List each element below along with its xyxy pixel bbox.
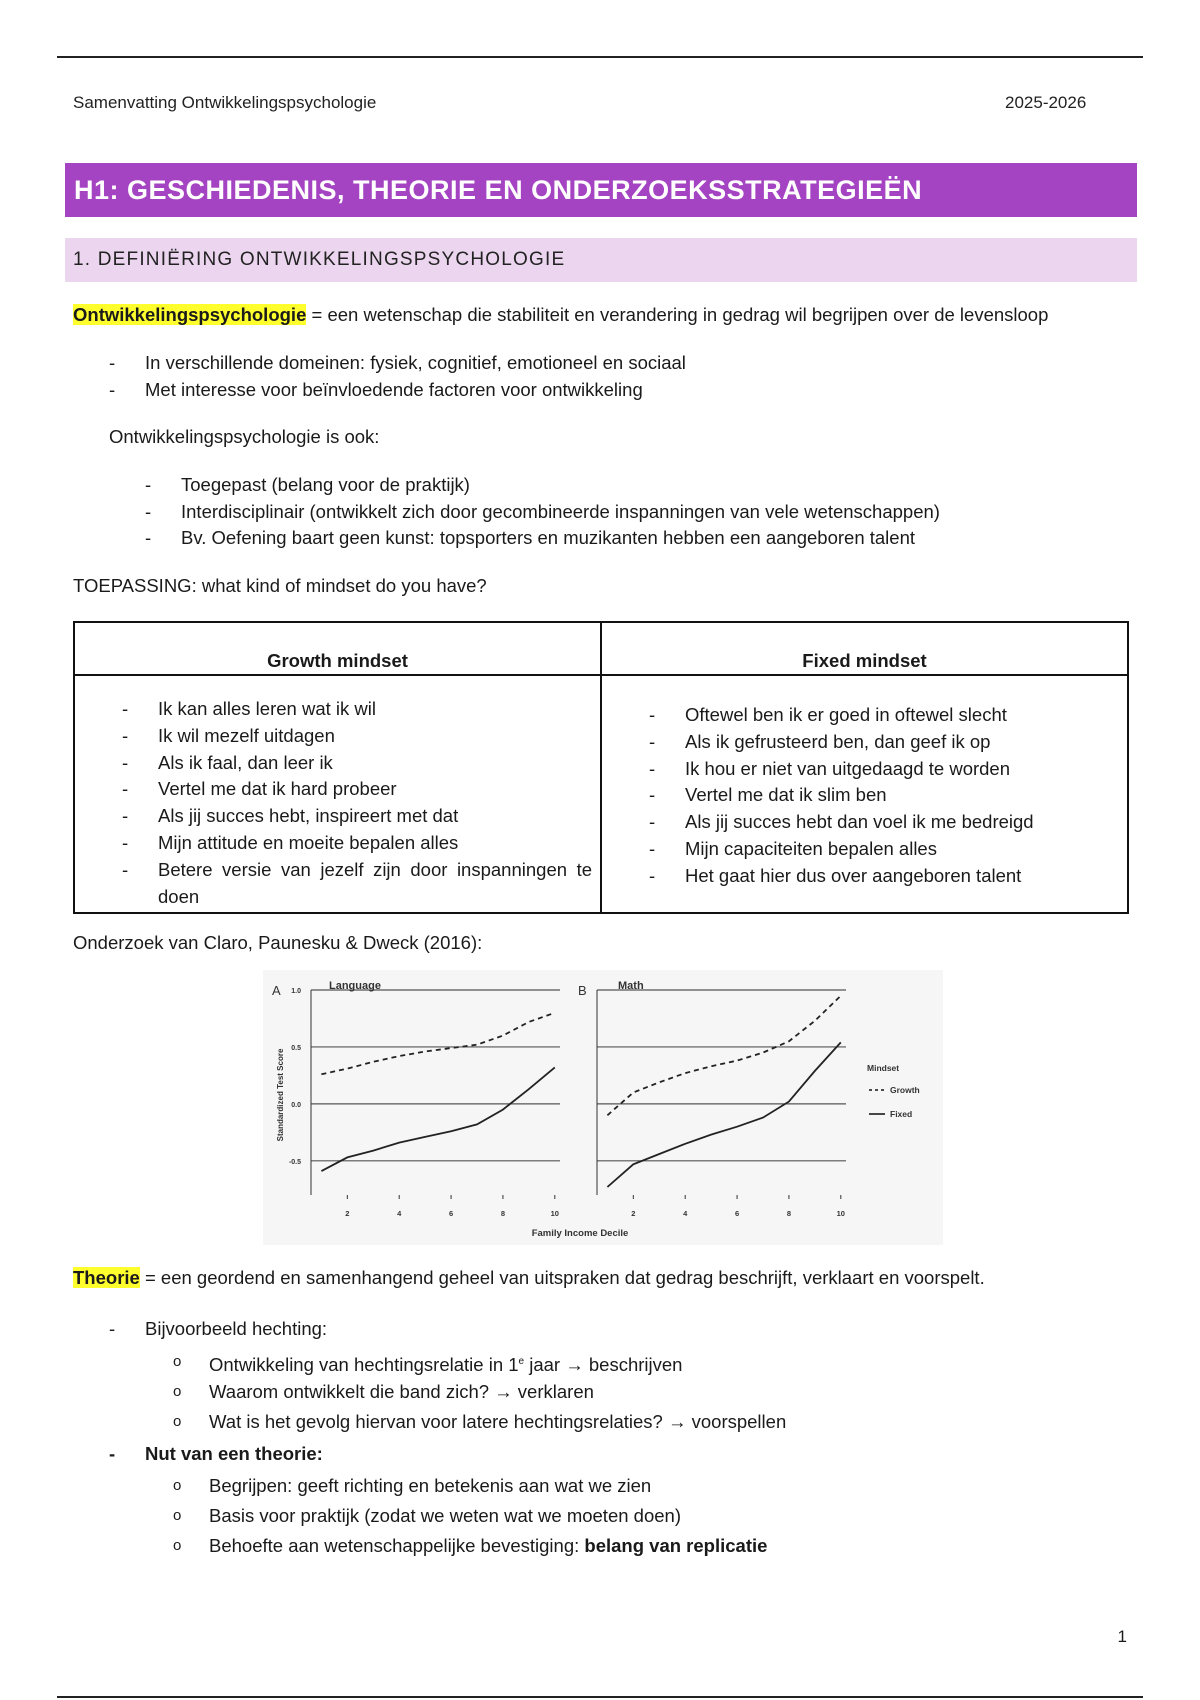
toepassing-line: TOEPASSING: what kind of mindset do you have? — [73, 575, 487, 596]
x-tick-label: 10 — [550, 1209, 559, 1218]
list-item: - Toegepast (belang voor de praktijk) — [181, 472, 940, 499]
list-item: - Mijn attitude en moeite bepalen alles — [158, 830, 592, 857]
list-item: - Met interesse voor beïnvloedende factoren voor ontwikkeling — [145, 377, 686, 404]
list-item: o Basis voor praktijk (zodat we weten wat we moeten doen) — [209, 1501, 767, 1531]
x-tick-label: 6 — [734, 1209, 740, 1218]
list-item: - Als jij succes hebt dan voel ik me bedreigd — [685, 809, 1119, 836]
header-right: 2025-2026 — [1005, 93, 1087, 112]
list-item: o Waarom ontwikkelt die band zich? → verklaren — [209, 1377, 786, 1407]
y-axis-label: Standardized Test Score — [276, 1048, 285, 1142]
x-tick-label: 10 — [836, 1209, 845, 1218]
example-list — [209, 1347, 786, 1437]
list-item: - Als ik gefrusteerd ben, dan geef ik op — [685, 729, 1119, 756]
list-item: - Vertel me dat ik slim ben — [685, 782, 1119, 809]
list-item: o Begrijpen: geeft richting en betekenis aan wat we zien — [209, 1471, 767, 1501]
header-rule — [57, 56, 1143, 58]
list-item: - Ik wil mezelf uitdagen — [158, 723, 592, 750]
also-intro: Ontwikkelingspsychologie is ook: — [109, 426, 380, 447]
theory-paragraph — [73, 1267, 985, 1289]
list-item: - Betere versie van jezelf zijn door inspanningen te doen — [158, 857, 592, 911]
also-list — [181, 472, 940, 552]
list-item: o Wat is het gevolg hiervan voor latere hechtingsrelaties? → voorspellen — [209, 1407, 786, 1437]
legend-title: Mindset — [867, 1063, 900, 1073]
list-item: - Het gaat hier dus over aangeboren talent — [685, 863, 1119, 890]
definition-text: = een wetenschap die stabiliteit en verandering in gedrag wil begrijpen over de levensloop — [306, 304, 1049, 325]
section-title: 1. DEFINIËRING ONTWIKKELINGSPSYCHOLOGIE — [65, 238, 1137, 282]
list-item: - Mijn capaciteiten bepalen alles — [685, 836, 1119, 863]
y-tick-label: 0.5 — [291, 1044, 301, 1052]
list-item: - Bv. Oefening baart geen kunst: topsporters en muzikanten hebben een aangeboren talent — [181, 525, 940, 552]
example-label: - Bijvoorbeeld hechting: — [145, 1316, 327, 1343]
list-item: o Ontwikkeling van hechtingsrelatie in 1e jaar → beschrijven — [209, 1347, 786, 1377]
nut-items — [209, 1471, 767, 1561]
x-axis-label: Family Income Decile — [531, 1228, 629, 1239]
research-caption: Onderzoek van Claro, Paunesku & Dweck (2016): — [73, 932, 483, 953]
panel-title-language: Language — [329, 980, 381, 992]
mindset-chart — [263, 970, 943, 1245]
nut-list — [145, 1441, 323, 1468]
panel-label-b: B — [578, 983, 587, 998]
theory-term: Theorie — [73, 1267, 140, 1288]
nut-label: - Nut van een theorie: — [145, 1441, 323, 1468]
x-tick-label: 8 — [786, 1209, 792, 1218]
footer-rule — [57, 1696, 1143, 1698]
theory-text: = een geordend en samenhangend geheel van uitspraken dat gedrag beschrijft, verklaart en voorspelt. — [139, 1267, 985, 1288]
fixed-list — [602, 676, 1127, 890]
definition-paragraph — [73, 304, 1048, 326]
list-item: - In verschillende domeinen: fysiek, cognitief, emotioneel en sociaal — [145, 350, 686, 377]
growth-header: Growth mindset — [74, 622, 601, 675]
growth-list — [75, 676, 600, 910]
chapter-title: H1: GESCHIEDENIS, THEORIE EN ONDERZOEKSSTRATEGIEËN — [65, 163, 1137, 217]
growth-cell — [74, 675, 601, 913]
x-tick-label: 8 — [500, 1209, 506, 1218]
x-tick-label: 2 — [631, 1209, 636, 1218]
list-item: - Oftewel ben ik er goed in oftewel slecht — [685, 702, 1119, 729]
y-tick-label: -0.5 — [288, 1158, 301, 1166]
panel-title-math: Math — [618, 980, 644, 992]
x-tick-label: 6 — [448, 1209, 454, 1218]
legend-fixed-label: Fixed — [890, 1109, 913, 1119]
legend-growth-label: Growth — [890, 1085, 920, 1095]
list-item: - Ik kan alles leren wat ik wil — [158, 696, 592, 723]
y-tick-label: 0.0 — [291, 1101, 301, 1109]
list-item: - Ik hou er niet van uitgedaagd te worden — [685, 756, 1119, 783]
panel-label-a: A — [272, 983, 281, 998]
header-left: Samenvatting Ontwikkelingspsychologie — [73, 93, 377, 112]
fixed-cell — [601, 675, 1128, 913]
list-item: o Behoefte aan wetenschappelijke bevestiging: belang van replicatie — [209, 1531, 767, 1561]
theory-list — [145, 1316, 327, 1343]
x-tick-label: 4 — [397, 1209, 402, 1218]
list-item: - Als ik faal, dan leer ik — [158, 750, 592, 777]
y-tick-label: 1.0 — [291, 988, 301, 995]
fixed-header: Fixed mindset — [601, 622, 1128, 675]
mindset-table — [73, 621, 1129, 914]
domains-list — [145, 350, 686, 403]
list-item: - Vertel me dat ik hard probeer — [158, 776, 592, 803]
list-item: - Interdisciplinair (ontwikkelt zich door gecombineerde inspanningen van vele wetenschappen) — [181, 499, 940, 526]
list-item: - Als jij succes hebt, inspireert met dat — [158, 803, 592, 830]
x-tick-label: 4 — [683, 1209, 688, 1218]
definition-term: Ontwikkelingspsychologie — [73, 304, 307, 325]
page-number: 1 — [1117, 1627, 1127, 1646]
x-tick-label: 2 — [345, 1209, 350, 1218]
